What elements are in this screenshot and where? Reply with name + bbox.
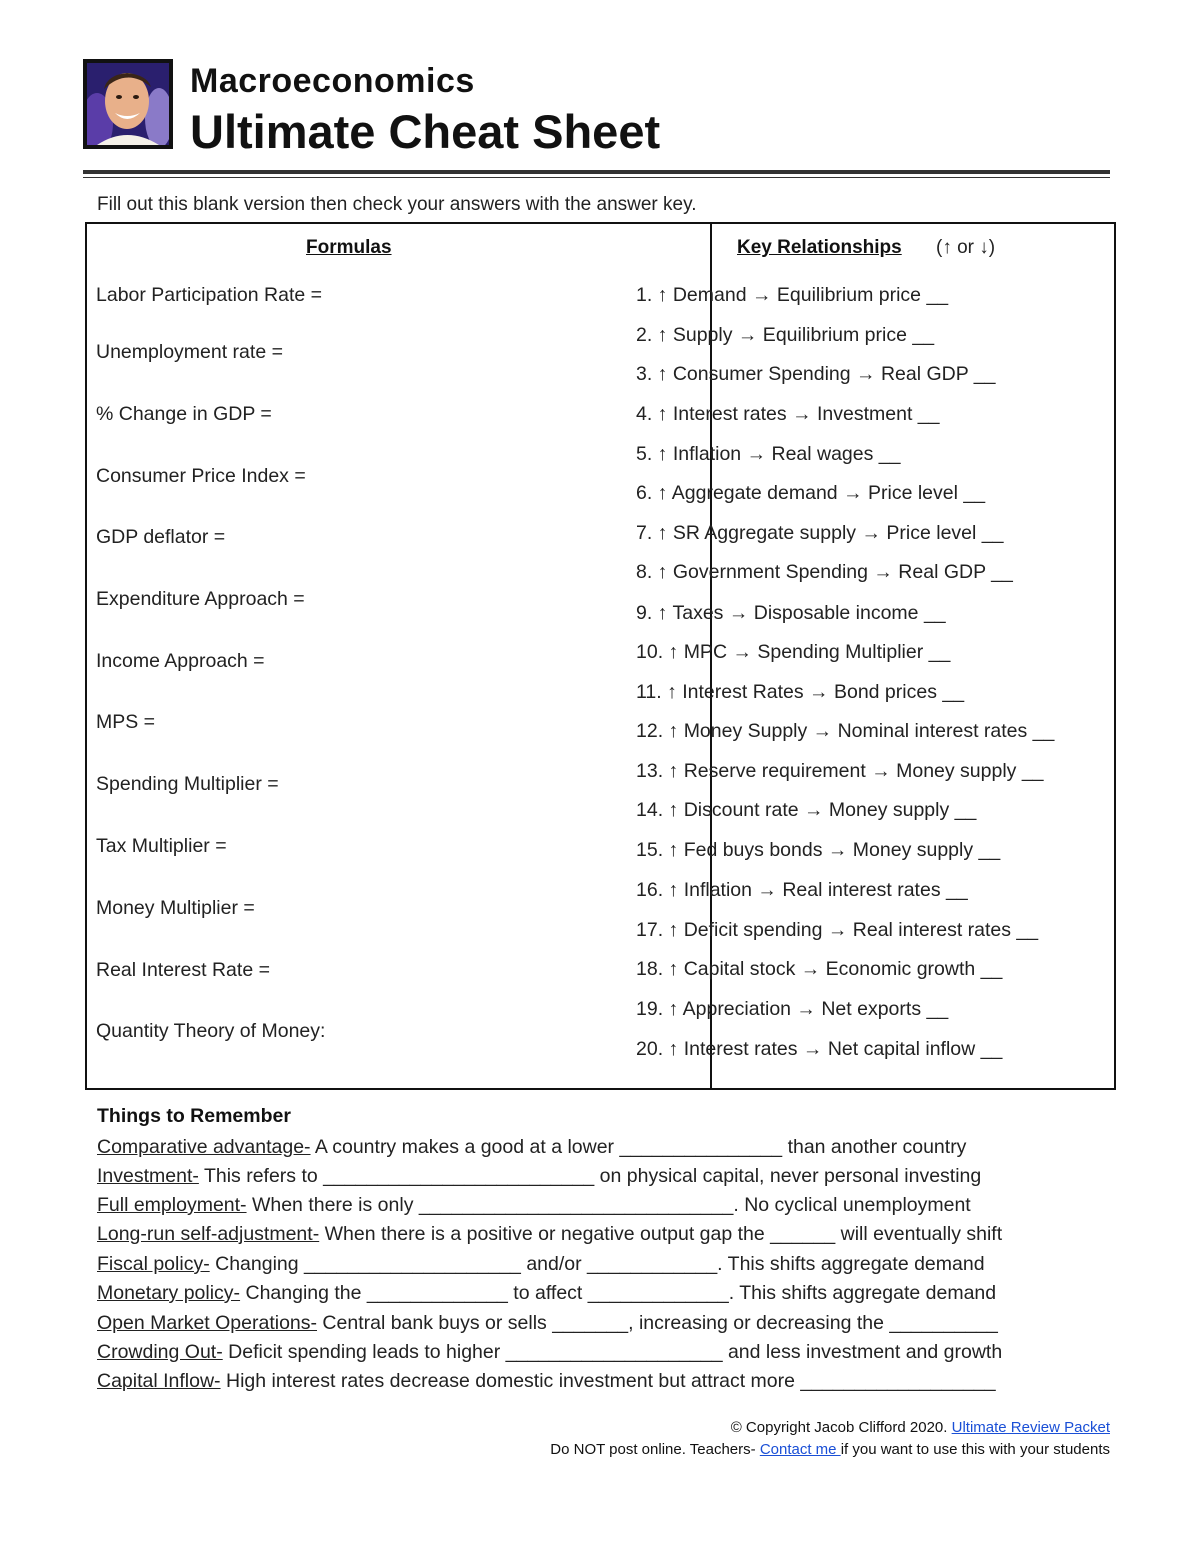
intro-text: Fill out this blank version then check your answers with the answer key. (97, 194, 697, 215)
page-subtitle: Macroeconomics (190, 62, 475, 100)
relationship-item: 10. ↑ MPC → Spending Multiplier __ (636, 641, 951, 663)
formulas-heading: Formulas (306, 237, 392, 258)
relationship-item: 5. ↑ Inflation → Real wages __ (636, 443, 901, 465)
remember-term: Full employment- (97, 1194, 247, 1216)
copyright-line (731, 1419, 1110, 1436)
worksheet-table (85, 222, 1116, 1090)
formula-item: Expenditure Approach = (96, 588, 305, 610)
relationship-item: 14. ↑ Discount rate → Money supply __ (636, 799, 977, 821)
remember-text: When there is a positive or negative output gap the ______ will eventually shift (319, 1223, 1003, 1245)
formula-item: Tax Multiplier = (96, 835, 227, 857)
copyright-text: © Copyright Jacob Clifford 2020. (730, 1419, 952, 1436)
remember-item (97, 1370, 996, 1393)
remember-item (97, 1165, 981, 1188)
remember-term: Monetary policy- (97, 1282, 241, 1304)
remember-item (97, 1223, 1002, 1246)
remember-heading: Things to Remember (97, 1105, 291, 1127)
formula-item: GDP deflator = (96, 526, 226, 548)
remember-term: Comparative advantage- (97, 1136, 311, 1158)
contact-link[interactable]: Contact me (759, 1441, 841, 1458)
relationship-item: 15. ↑ Fed buys bonds → Money supply __ (636, 839, 1001, 861)
remember-text: This refers to _________________________ on physical capital, never personal investing (198, 1165, 982, 1187)
formula-item: Real Interest Rate = (96, 959, 270, 981)
relationship-item: 4. ↑ Interest rates → Investment __ (636, 403, 940, 425)
relationship-item: 2. ↑ Supply → Equilibrium price __ (636, 324, 935, 346)
remember-item (97, 1253, 985, 1276)
remember-term: Capital Inflow- (97, 1370, 221, 1392)
remember-item (97, 1136, 966, 1159)
page-title: Ultimate Cheat Sheet (190, 105, 661, 158)
formula-item: Labor Participation Rate = (96, 284, 323, 306)
relationship-item: 9. ↑ Taxes → Disposable income __ (636, 602, 946, 624)
relationship-item: 12. ↑ Money Supply → Nominal interest rates __ (636, 720, 1055, 742)
formula-item: Unemployment rate = (96, 341, 283, 363)
formula-item: Quantity Theory of Money: (96, 1020, 326, 1042)
remember-term: Investment- (97, 1165, 199, 1187)
relationship-item: 8. ↑ Government Spending → Real GDP __ (636, 561, 1013, 583)
notice-line (550, 1441, 1110, 1458)
relationship-item: 6. ↑ Aggregate demand → Price level __ (636, 482, 986, 504)
relationship-item: 18. ↑ Capital stock → Economic growth __ (636, 958, 1003, 980)
remember-term: Crowding Out- (97, 1341, 223, 1363)
formula-item: Money Multiplier = (96, 897, 255, 919)
formula-item: Consumer Price Index = (96, 465, 306, 487)
formula-item: Spending Multiplier = (96, 773, 279, 795)
remember-text: When there is only _____________________________. No cyclical unemployment (246, 1194, 971, 1216)
remember-text: Changing ____________________ and/or ____________. This shifts aggregate demand (209, 1253, 985, 1275)
formula-item: % Change in GDP = (96, 403, 272, 425)
notice-suffix: if you want to use this with your students (840, 1441, 1110, 1458)
formula-item: MPS = (96, 711, 156, 733)
relationship-item: 16. ↑ Inflation → Real interest rates __ (636, 879, 968, 901)
remember-text: Changing the _____________ to affect _____________. This shifts aggregate demand (240, 1282, 997, 1304)
remember-text: A country makes a good at a lower _______________ than another country (310, 1136, 967, 1158)
relationship-item: 17. ↑ Deficit spending → Real interest rates __ (636, 919, 1039, 941)
header-divider-thin (83, 177, 1110, 178)
relationship-item: 7. ↑ SR Aggregate supply → Price level __ (636, 522, 1004, 544)
notice-prefix: Do NOT post online. Teachers- (550, 1441, 760, 1458)
relationships-heading: Key Relationships (737, 237, 902, 258)
remember-item (97, 1194, 971, 1217)
remember-term: Open Market Operations- (97, 1312, 318, 1334)
remember-term: Long-run self-adjustment- (97, 1223, 320, 1245)
relationship-item: 1. ↑ Demand → Equilibrium price __ (636, 284, 949, 306)
relationship-item: 19. ↑ Appreciation → Net exports __ (636, 998, 949, 1020)
remember-text: Deficit spending leads to higher ____________________ and less investment and growth (222, 1341, 1003, 1363)
remember-item (97, 1312, 998, 1335)
formula-item: Income Approach = (96, 650, 265, 672)
remember-item (97, 1282, 996, 1305)
relationships-heading-note: (↑ or ↓) (936, 237, 996, 258)
author-avatar (83, 59, 173, 149)
relationship-item: 13. ↑ Reserve requirement → Money supply __ (636, 760, 1044, 782)
remember-item (97, 1341, 1002, 1364)
remember-term: Fiscal policy- (97, 1253, 210, 1275)
review-packet-link[interactable]: Ultimate Review Packet (951, 1419, 1110, 1436)
remember-text: High interest rates decrease domestic investment but attract more __________________ (220, 1370, 996, 1392)
remember-text: Central bank buys or sells _______, increasing or decreasing the __________ (317, 1312, 998, 1334)
relationship-item: 11. ↑ Interest Rates → Bond prices __ (636, 681, 965, 703)
author-face-icon (87, 63, 169, 145)
relationship-item: 20. ↑ Interest rates → Net capital inflow __ (636, 1038, 1003, 1060)
relationship-item: 3. ↑ Consumer Spending → Real GDP __ (636, 363, 996, 385)
header-divider (83, 170, 1110, 174)
